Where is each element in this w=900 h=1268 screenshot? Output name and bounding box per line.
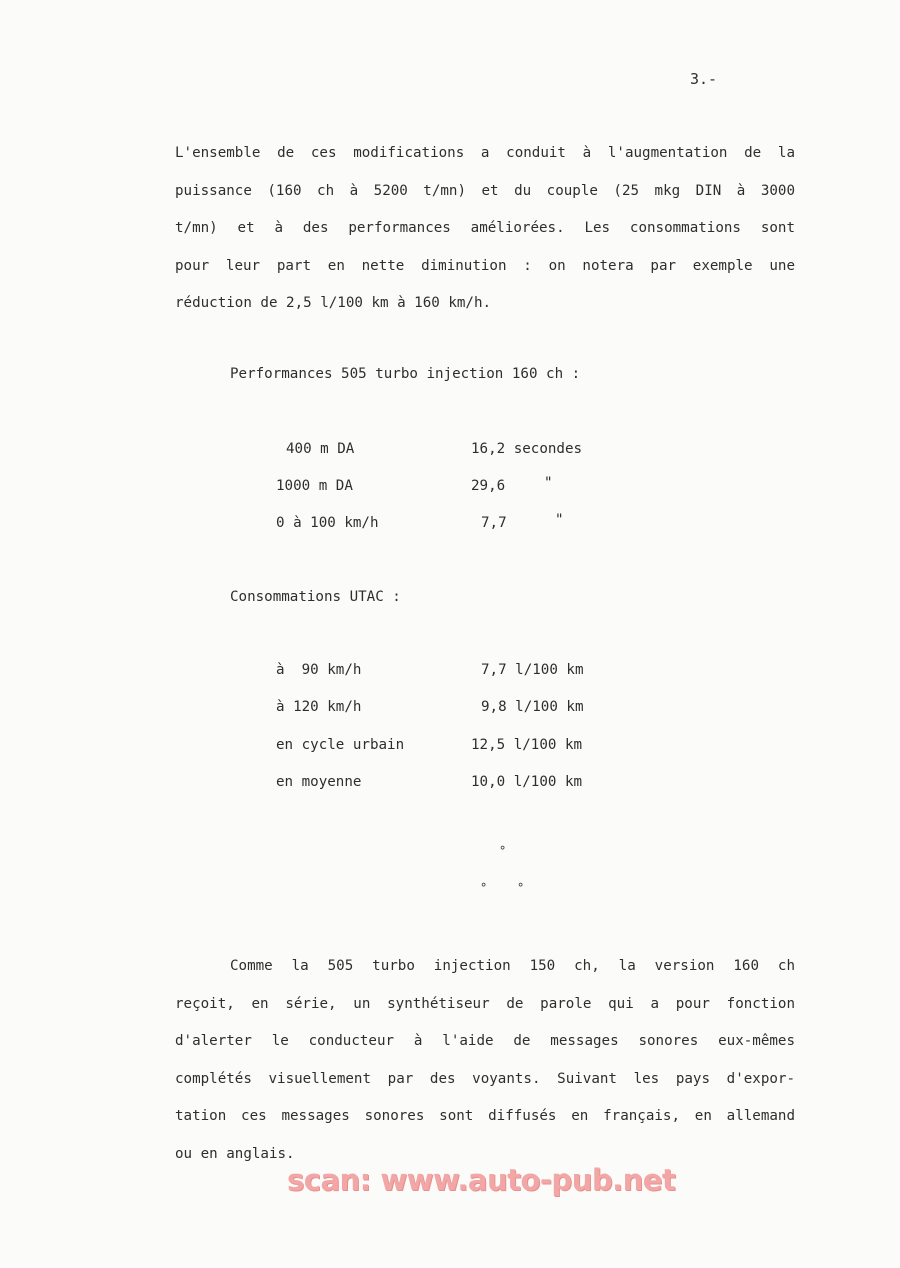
consommations-heading: Consommations UTAC : xyxy=(230,589,401,605)
page-number: 3.- xyxy=(690,70,718,88)
performances-heading: Performances 505 turbo injection 160 ch : xyxy=(230,366,581,382)
paragraph-line: réduction de 2,5 l/100 km à 160 km/h. xyxy=(175,295,492,311)
ditto-mark: " xyxy=(544,475,553,491)
scan-watermark: scan: www.auto-pub.net xyxy=(287,1163,676,1197)
paragraph-line: puissance (160 ch à 5200 t/mn) et du couple (25 mkg DIN à 3000 xyxy=(175,182,795,199)
paragraph-line: t/mn) et à des performances améliorées. Les consommations sont xyxy=(175,220,795,236)
perf-value: 29,6 xyxy=(471,478,506,494)
cons-label: à 120 km/h xyxy=(276,699,362,715)
perf-value: 7,7 xyxy=(481,515,507,531)
cons-value: 7,7 l/100 km xyxy=(481,662,584,678)
paragraph-line: tation ces messages sonores sont diffusés en français, en allemand xyxy=(175,1108,795,1124)
perf-label: 1000 m DA xyxy=(276,478,353,494)
paragraph-line: pour leur part en nette diminution : on notera par exemple une xyxy=(175,257,795,274)
ornament-dot: ° xyxy=(517,881,525,895)
cons-label: à 90 km/h xyxy=(276,662,362,678)
synthesizer-paragraph xyxy=(175,948,795,1173)
intro-paragraph xyxy=(175,135,795,323)
paragraph-line: L'ensemble de ces modifications a conduit à l'augmentation de la xyxy=(175,145,795,161)
cons-value: 12,5 l/100 km xyxy=(471,737,583,753)
paragraph-line: ou en anglais. xyxy=(175,1145,295,1162)
cons-value: 9,8 l/100 km xyxy=(481,699,584,715)
ornament-dot: ° xyxy=(499,844,507,858)
perf-label: 0 à 100 km/h xyxy=(276,515,379,531)
paragraph-line: Comme la 505 turbo injection 150 ch, la version 160 ch xyxy=(230,958,795,974)
perf-label: 400 m DA xyxy=(286,441,355,457)
cons-label: en moyenne xyxy=(276,774,362,790)
paragraph-line: d'alerter le conducteur à l'aide de messages sonores eux-mêmes xyxy=(175,1033,795,1049)
paragraph-line: reçoit, en série, un synthétiseur de parole qui a pour fonction xyxy=(175,995,795,1012)
paragraph-line: complétés visuellement par des voyants. Suivant les pays d'expor- xyxy=(175,1070,795,1087)
cons-value: 10,0 l/100 km xyxy=(471,774,583,790)
cons-label: en cycle urbain xyxy=(276,737,405,753)
ditto-mark: " xyxy=(555,512,564,528)
ornament-dot: ° xyxy=(480,881,488,895)
perf-value: 16,2 secondes xyxy=(471,441,583,457)
